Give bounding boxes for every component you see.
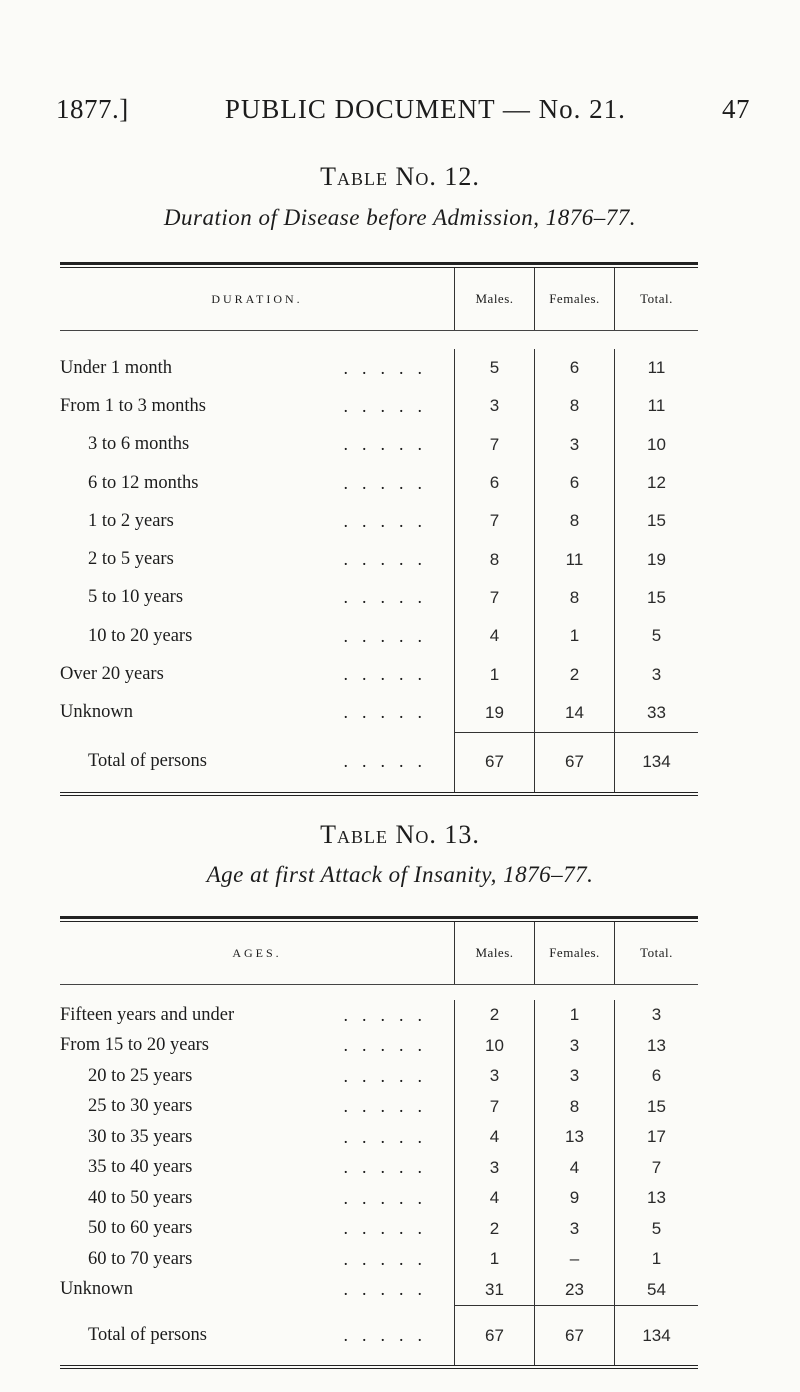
leader-dots: .....	[343, 1324, 436, 1345]
row-label: Unknown	[60, 1279, 133, 1300]
table-bottom-rule	[60, 1365, 698, 1369]
row-label: 5 to 10 years	[88, 587, 184, 608]
table-13-subtitle: Age at first Attack of Insanity, 1876–77.	[206, 862, 594, 887]
table-row	[60, 1122, 698, 1153]
row-label: 10 to 20 years	[88, 625, 193, 646]
males-value: 10	[454, 1031, 534, 1062]
total-value: 54	[614, 1275, 698, 1306]
row-label-cell	[60, 426, 454, 464]
females-value: 9	[534, 1183, 614, 1214]
table-row	[60, 540, 698, 578]
column-header-ages: AGES.	[232, 945, 282, 960]
row-label-cell	[60, 655, 454, 693]
total-value: 134	[614, 732, 698, 792]
row-label: Under 1 month	[60, 357, 173, 378]
table-12-subtitle: Duration of Disease before Admission, 1876–77.	[163, 205, 637, 230]
row-label-cell	[60, 387, 454, 425]
leader-dots: .....	[343, 1187, 436, 1208]
total-row	[60, 1305, 698, 1365]
table-row	[60, 1214, 698, 1245]
row-label: 6 to 12 months	[88, 472, 199, 493]
males-value: 67	[454, 1305, 534, 1365]
row-label: Total of persons	[88, 751, 207, 772]
males-value: 7	[454, 1092, 534, 1123]
row-label: Total of persons	[88, 1324, 207, 1345]
females-value: –	[534, 1244, 614, 1275]
table-row	[60, 1275, 698, 1306]
females-value: 1	[534, 1000, 614, 1031]
column-header-duration: DURATION.	[211, 291, 303, 306]
total-value: 33	[614, 694, 698, 732]
table-row	[60, 1000, 698, 1031]
row-label-cell	[60, 1000, 454, 1031]
column-header-females: Females.	[534, 922, 614, 984]
table-row	[60, 579, 698, 617]
row-label: From 1 to 3 months	[60, 395, 206, 416]
row-label-cell	[60, 1092, 454, 1123]
row-label: Over 20 years	[60, 664, 164, 685]
males-value: 1	[454, 1244, 534, 1275]
leader-dots: .....	[343, 702, 436, 723]
leader-dots: .....	[343, 1218, 436, 1239]
total-value: 1	[614, 1244, 698, 1275]
total-value: 6	[614, 1061, 698, 1092]
row-label: 20 to 25 years	[88, 1065, 193, 1086]
table-row	[60, 464, 698, 502]
row-label: From 15 to 20 years	[60, 1035, 210, 1056]
leader-dots: .....	[343, 472, 436, 493]
row-label-cell	[60, 1122, 454, 1153]
row-label-cell	[60, 464, 454, 502]
males-value: 7	[454, 426, 534, 464]
table-12-title: Table No. 12.	[320, 162, 480, 191]
column-header-males: Males.	[454, 268, 534, 330]
females-value: 23	[534, 1275, 614, 1306]
total-value: 17	[614, 1122, 698, 1153]
row-label: Fifteen years and under	[60, 1004, 235, 1025]
males-value: 4	[454, 1183, 534, 1214]
leader-dots: .....	[343, 1065, 436, 1086]
column-header-females: Females.	[534, 268, 614, 330]
total-value: 13	[614, 1183, 698, 1214]
row-label: 35 to 40 years	[88, 1157, 193, 1178]
females-value: 3	[534, 426, 614, 464]
females-value: 8	[534, 387, 614, 425]
males-value: 3	[454, 1153, 534, 1184]
page-number: 47	[722, 94, 750, 124]
row-label: Unknown	[60, 702, 133, 723]
row-label-cell	[60, 1061, 454, 1092]
row-label: 25 to 30 years	[88, 1096, 193, 1117]
table-row	[60, 1092, 698, 1123]
males-value: 1	[454, 655, 534, 693]
column-header-total: Total.	[614, 922, 698, 984]
table-12	[60, 262, 698, 796]
total-value: 13	[614, 1031, 698, 1062]
females-value: 3	[534, 1214, 614, 1245]
table-row	[60, 426, 698, 464]
females-value: 8	[534, 502, 614, 540]
leader-dots: .....	[343, 664, 436, 685]
males-value: 4	[454, 1122, 534, 1153]
row-label: 50 to 60 years	[88, 1218, 193, 1239]
table-row	[60, 1031, 698, 1062]
row-label-cell	[60, 694, 454, 732]
row-label-cell	[60, 1153, 454, 1184]
males-value: 7	[454, 502, 534, 540]
leader-dots: .....	[343, 510, 436, 531]
table-row	[60, 655, 698, 693]
males-value: 8	[454, 540, 534, 578]
leader-dots: .....	[343, 1035, 436, 1056]
total-value: 134	[614, 1305, 698, 1365]
females-value: 8	[534, 579, 614, 617]
column-header-males: Males.	[454, 922, 534, 984]
row-label-cell	[60, 540, 454, 578]
females-value: 2	[534, 655, 614, 693]
total-value: 10	[614, 426, 698, 464]
row-label-cell	[60, 617, 454, 655]
row-label-cell	[60, 732, 454, 792]
males-value: 4	[454, 617, 534, 655]
row-label-cell	[60, 349, 454, 387]
header-document-title: PUBLIC DOCUMENT — No. 21.	[224, 94, 626, 124]
row-label-cell	[60, 1305, 454, 1365]
row-label: 30 to 35 years	[88, 1126, 193, 1147]
leader-dots: .....	[343, 1126, 436, 1147]
males-value: 6	[454, 464, 534, 502]
table-row	[60, 387, 698, 425]
leader-dots: .....	[343, 1157, 436, 1178]
table-13	[60, 916, 698, 1369]
total-value: 3	[614, 655, 698, 693]
row-label: 3 to 6 months	[88, 434, 190, 455]
row-label-cell	[60, 1275, 454, 1306]
table-bottom-rule	[60, 792, 698, 796]
total-value: 15	[614, 502, 698, 540]
leader-dots: .....	[343, 357, 436, 378]
leader-dots: .....	[343, 1279, 436, 1300]
leader-dots: .....	[343, 1004, 436, 1025]
total-value: 5	[614, 1214, 698, 1245]
leader-dots: .....	[343, 751, 436, 772]
males-value: 7	[454, 579, 534, 617]
table-header-row	[60, 922, 698, 984]
leader-dots: .....	[343, 625, 436, 646]
row-label: 1 to 2 years	[88, 510, 174, 531]
table-row	[60, 617, 698, 655]
column-header-total: Total.	[614, 268, 698, 330]
table-13-title: Table No. 13.	[320, 820, 480, 849]
males-value: 31	[454, 1275, 534, 1306]
row-label-cell	[60, 1031, 454, 1062]
header-year: 1877.]	[56, 94, 129, 124]
females-value: 14	[534, 694, 614, 732]
table-row	[60, 502, 698, 540]
females-value: 67	[534, 1305, 614, 1365]
row-label-cell	[60, 579, 454, 617]
leader-dots: .....	[343, 434, 436, 455]
leader-dots: .....	[343, 1096, 436, 1117]
total-value: 5	[614, 617, 698, 655]
table-row	[60, 349, 698, 387]
leader-dots: .....	[343, 587, 436, 608]
total-value: 15	[614, 579, 698, 617]
total-value: 3	[614, 1000, 698, 1031]
row-label: 2 to 5 years	[88, 549, 174, 570]
males-value: 19	[454, 694, 534, 732]
males-value: 3	[454, 387, 534, 425]
females-value: 3	[534, 1061, 614, 1092]
total-value: 19	[614, 540, 698, 578]
total-value: 11	[614, 387, 698, 425]
females-value: 8	[534, 1092, 614, 1123]
leader-dots: .....	[343, 395, 436, 416]
total-value: 11	[614, 349, 698, 387]
total-value: 7	[614, 1153, 698, 1184]
total-value: 15	[614, 1092, 698, 1123]
females-value: 1	[534, 617, 614, 655]
table-body	[60, 349, 698, 792]
males-value: 67	[454, 732, 534, 792]
row-label-cell	[60, 1183, 454, 1214]
row-label: 40 to 50 years	[88, 1187, 193, 1208]
table-row	[60, 1183, 698, 1214]
females-value: 11	[534, 540, 614, 578]
females-value: 4	[534, 1153, 614, 1184]
total-value: 12	[614, 464, 698, 502]
row-label-cell	[60, 1214, 454, 1245]
males-value: 3	[454, 1061, 534, 1092]
females-value: 6	[534, 464, 614, 502]
row-label-cell	[60, 1244, 454, 1275]
females-value: 3	[534, 1031, 614, 1062]
females-value: 6	[534, 349, 614, 387]
row-label-cell	[60, 502, 454, 540]
table-header-row	[60, 268, 698, 330]
males-value: 2	[454, 1000, 534, 1031]
males-value: 2	[454, 1214, 534, 1245]
table-body	[60, 1000, 698, 1365]
females-value: 13	[534, 1122, 614, 1153]
row-label: 60 to 70 years	[88, 1248, 193, 1269]
leader-dots: .....	[343, 549, 436, 570]
leader-dots: .....	[343, 1248, 436, 1269]
females-value: 67	[534, 732, 614, 792]
males-value: 5	[454, 349, 534, 387]
total-row	[60, 732, 698, 792]
table-row	[60, 1061, 698, 1092]
table-row	[60, 1153, 698, 1184]
page-header	[56, 94, 750, 125]
table-row	[60, 694, 698, 732]
table-row	[60, 1244, 698, 1275]
